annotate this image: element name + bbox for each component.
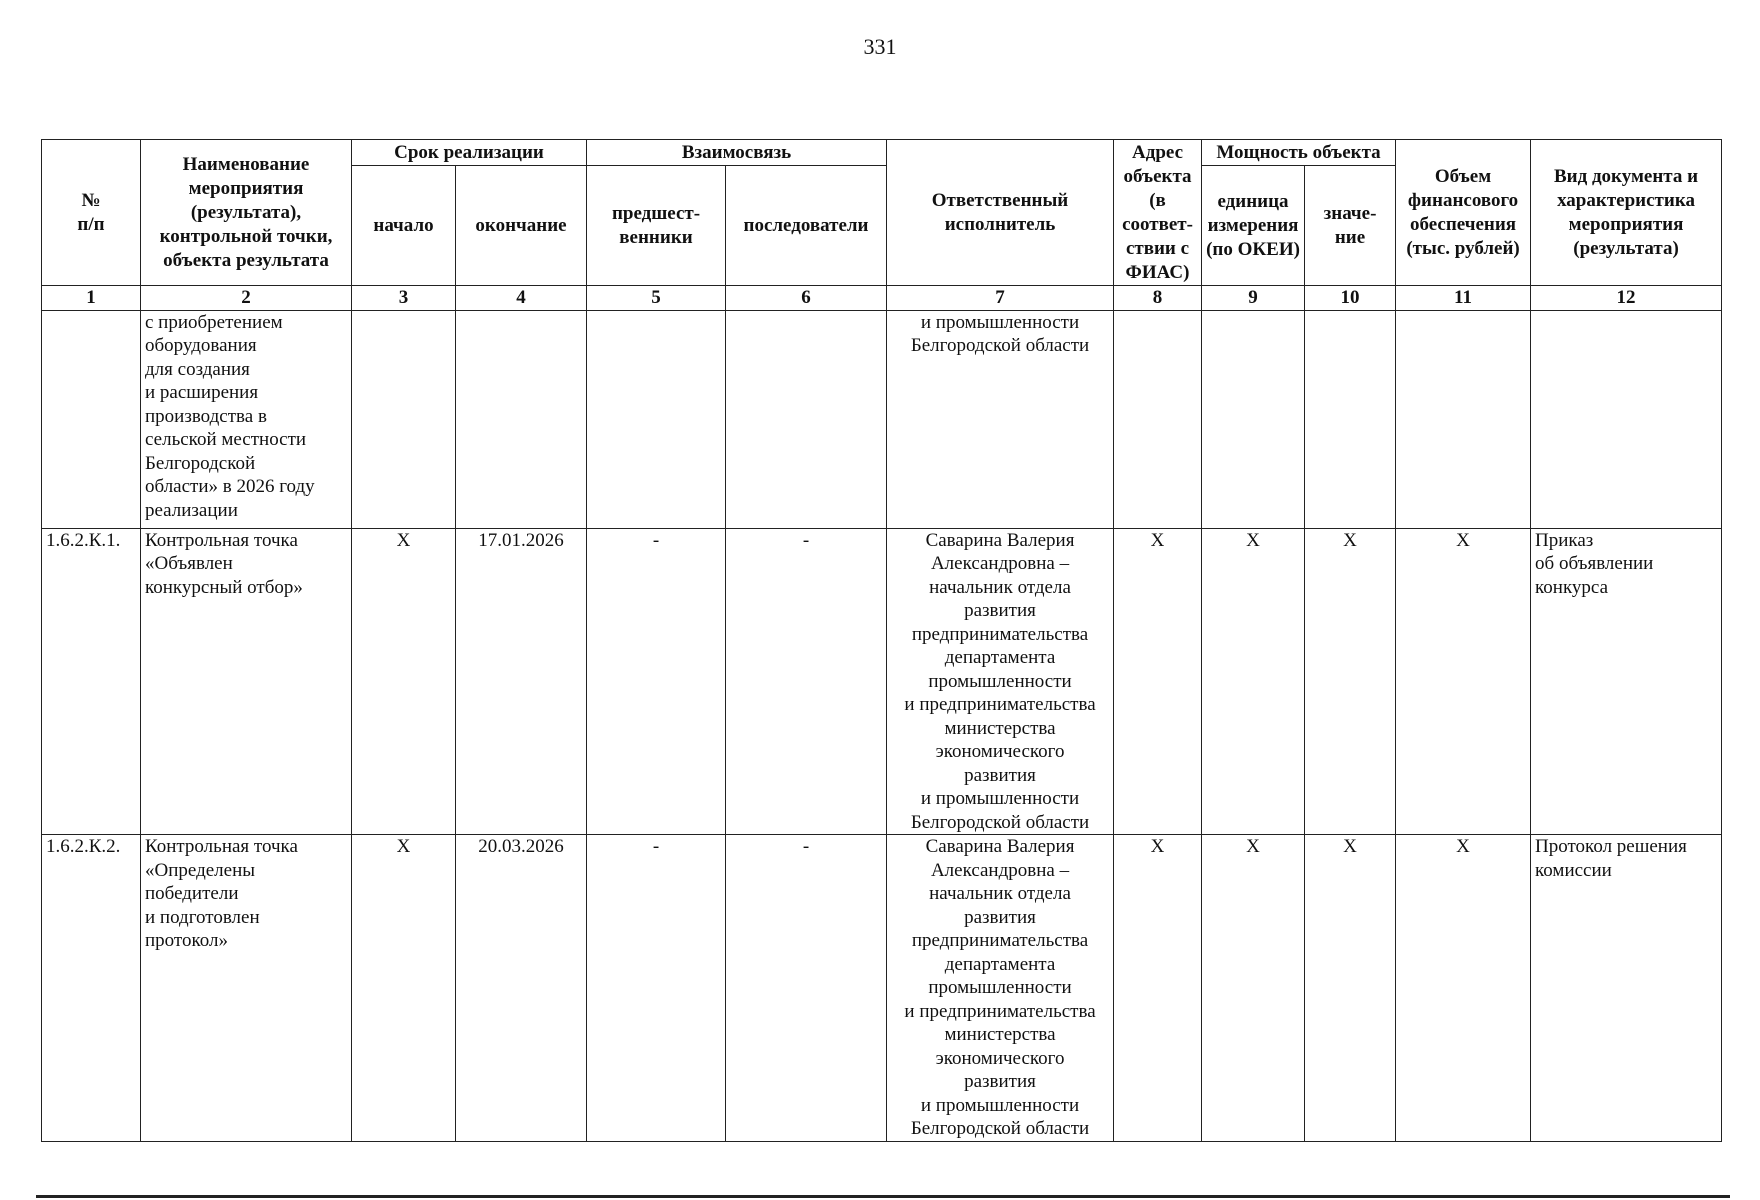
cell-predecessors <box>587 310 726 528</box>
header-name: Наименование мероприятия (результата), контрольной точки, объекта результата <box>141 140 352 286</box>
column-number: 8 <box>1114 286 1202 311</box>
column-number: 2 <box>141 286 352 311</box>
cell-end <box>456 310 587 528</box>
header-num: № п/п <box>42 140 141 286</box>
page-number: 331 <box>863 34 897 59</box>
cell-document <box>1531 310 1722 528</box>
cell-address: Х <box>1114 835 1202 1142</box>
cell-predecessors: - <box>587 835 726 1142</box>
cell-num <box>42 310 141 528</box>
header-responsible: Ответственный исполнитель <box>887 140 1114 286</box>
cell-address: Х <box>1114 528 1202 835</box>
header-row-top <box>42 140 1722 166</box>
cell-start: Х <box>352 835 456 1142</box>
cell-name: Контрольная точка «Объявлен конкурсный отбор» <box>141 528 352 835</box>
column-number: 1 <box>42 286 141 311</box>
column-number: 6 <box>726 286 887 311</box>
cell-responsible: Саварина Валерия Александровна – начальник отдела развития предпринимательства департамента промышленности и предпринимательства министерства экономического развития и промышленности Белгородской области <box>887 528 1114 835</box>
cell-start: Х <box>352 528 456 835</box>
header-start: начало <box>352 166 456 286</box>
cell-successors: - <box>726 528 887 835</box>
cell-document: Приказ об объявлении конкурса <box>1531 528 1722 835</box>
column-number: 5 <box>587 286 726 311</box>
column-number-row <box>42 286 1722 311</box>
cell-financing: Х <box>1396 835 1531 1142</box>
header-term: Срок реализации <box>352 140 587 166</box>
cell-unit: Х <box>1202 528 1305 835</box>
header-document: Вид документа и характеристика мероприятия (результата) <box>1531 140 1722 286</box>
header-financing: Объем финансового обеспечения (тыс. рублей) <box>1396 140 1531 286</box>
column-number: 7 <box>887 286 1114 311</box>
header-successors: последователи <box>726 166 887 286</box>
cell-financing: Х <box>1396 528 1531 835</box>
header-power: Мощность объекта <box>1202 140 1396 166</box>
cell-num: 1.6.2.К.1. <box>42 528 141 835</box>
cell-financing <box>1396 310 1531 528</box>
header-address: Адрес объекта (в соответ-ствии с ФИАС) <box>1114 140 1202 286</box>
cell-predecessors: - <box>587 528 726 835</box>
cell-end: 20.03.2026 <box>456 835 587 1142</box>
bottom-rule <box>36 1195 1730 1198</box>
plan-table <box>41 139 1722 1142</box>
column-number: 3 <box>352 286 456 311</box>
cell-name: Контрольная точка «Определены победители и подготовлен протокол» <box>141 835 352 1142</box>
table-row <box>42 310 1722 528</box>
cell-successors <box>726 310 887 528</box>
cell-unit <box>1202 310 1305 528</box>
column-number: 4 <box>456 286 587 311</box>
cell-name: с приобретением оборудования для создания и расширения производства в сельской местности Белгородской области» в 2026 году реализации <box>141 310 352 528</box>
cell-responsible: и промышленности Белгородской области <box>887 310 1114 528</box>
cell-unit: Х <box>1202 835 1305 1142</box>
cell-end: 17.01.2026 <box>456 528 587 835</box>
header-predecessors: предшест- венники <box>587 166 726 286</box>
header-link: Взаимосвязь <box>587 140 887 166</box>
cell-responsible: Саварина Валерия Александровна – начальник отдела развития предпринимательства департамента промышленности и предпринимательства министерства экономического развития и промышленности Белгородской области <box>887 835 1114 1142</box>
column-number: 9 <box>1202 286 1305 311</box>
cell-document: Протокол решения комиссии <box>1531 835 1722 1142</box>
cell-successors: - <box>726 835 887 1142</box>
header-unit: единица измерения (по ОКЕИ) <box>1202 166 1305 286</box>
header-end: окончание <box>456 166 587 286</box>
column-number: 11 <box>1396 286 1531 311</box>
table-row <box>42 528 1722 835</box>
table-row <box>42 835 1722 1142</box>
cell-value: Х <box>1305 835 1396 1142</box>
cell-value <box>1305 310 1396 528</box>
cell-value: Х <box>1305 528 1396 835</box>
header-value: значе- ние <box>1305 166 1396 286</box>
column-number: 10 <box>1305 286 1396 311</box>
cell-num: 1.6.2.К.2. <box>42 835 141 1142</box>
cell-start <box>352 310 456 528</box>
column-number: 12 <box>1531 286 1722 311</box>
cell-address <box>1114 310 1202 528</box>
